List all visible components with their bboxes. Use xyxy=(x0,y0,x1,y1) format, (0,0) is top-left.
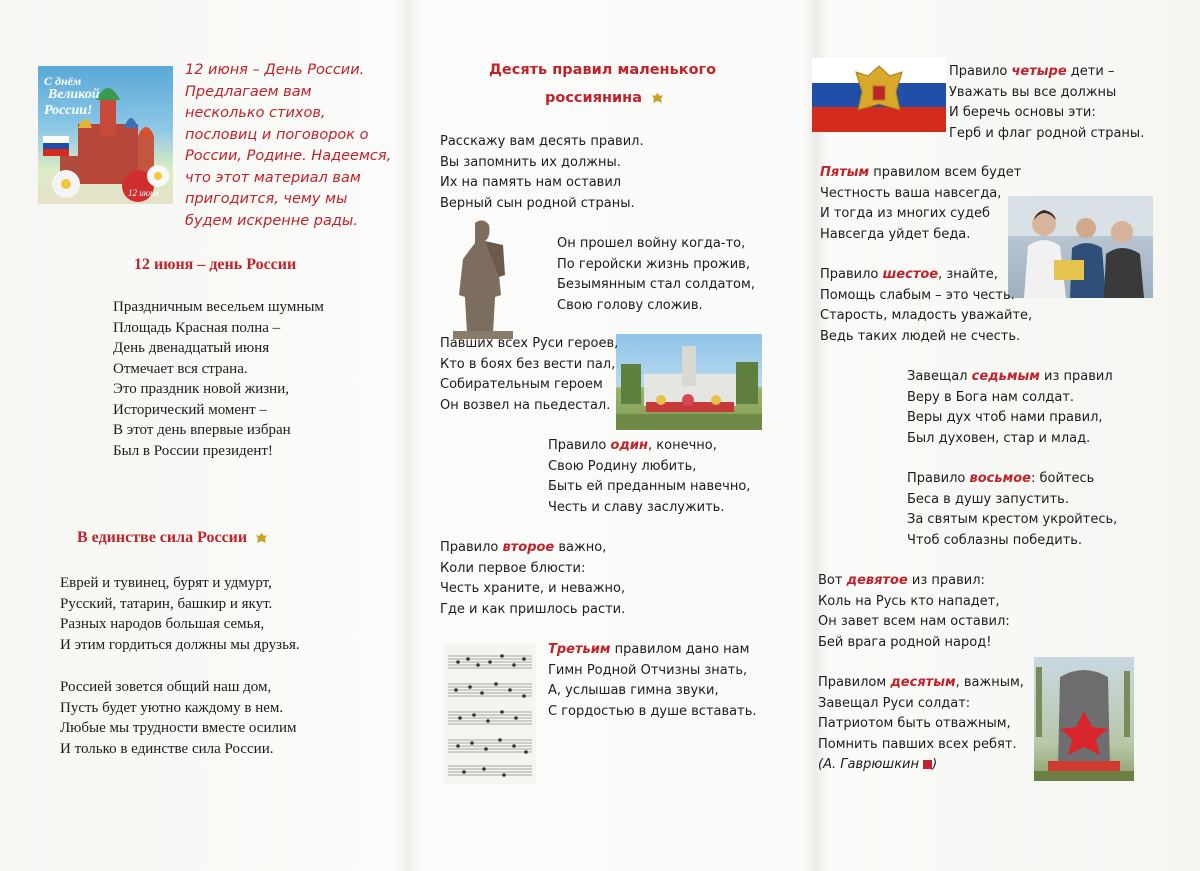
rule-eight: Правило восьмое: бойтесь Беса в душу запустить. За святым крестом укройтесь, Чтоб соблазны победить. xyxy=(907,471,1118,548)
soldier-statue xyxy=(445,215,520,340)
rules-title-line2: россиянина xyxy=(545,90,664,106)
coat-of-arms-icon xyxy=(651,92,664,105)
flag-with-coat-of-arms xyxy=(812,58,946,132)
soldier-monument-image xyxy=(445,215,520,340)
war-memorial-photo xyxy=(1034,657,1134,781)
russia-day-card-image xyxy=(38,66,173,204)
rule-seven: Завещал седьмым из правил Веру в Бога нам солдат. Веры дух чтоб нами правил, Был духовен, стар и млад. xyxy=(907,369,1113,446)
card-greeting-line2: Великой xyxy=(48,87,100,102)
russian-flag-emblem-image xyxy=(812,58,946,132)
rule-four: Правило четыре дети – Уважать вы все должны И беречь основы эти: Герб и флаг родной страны. xyxy=(949,64,1145,141)
card-date: 12 июня xyxy=(128,188,159,198)
rules-intro-stanza: Расскажу вам десять правил. Вы запомнить их должны. Их на память нам оставил Верный сын родной страны. xyxy=(440,134,644,211)
coat-of-arms-icon xyxy=(255,532,268,545)
intro-text: 12 июня – День России. Предлагаем вам несколько стихов, пословиц и поговорок о России, Родине. Надеемся, что этот материал вам пригодится, чему мы будем искренне рады. xyxy=(185,62,392,229)
memorial-image xyxy=(616,334,762,430)
poem2-title: В единстве сила России xyxy=(77,529,268,547)
sheet-music xyxy=(444,644,536,784)
card-greeting-line3: России! xyxy=(44,103,93,118)
rules-title-line1: Десять правил маленького xyxy=(489,62,717,78)
card-greeting-line1: С днём xyxy=(44,74,82,88)
rule-five: Пятым правилом всем будет Честность ваша навсегда, И тогда из многих судеб Навсегда уйдет беда. xyxy=(820,165,1022,242)
rule-two: Правило второе важно, Коли первое блюсти: Честь храните, и неважно, Где и как пришлось расти. xyxy=(440,540,626,617)
poem1-title: 12 июня – день России xyxy=(134,256,297,273)
rules-soldier-stanza: Он прошел войну когда-то, По геройски жизнь прожив, Безымянным стал солдатом, Свою голову сложив. xyxy=(557,236,755,313)
rule-nine: Вот девятое из правил: Коль на Русь кто нападет, Он завет всем нам оставил: Бей врага родной народ! xyxy=(818,573,1010,650)
rule-three: Третьим правилом дано нам Гимн Родной Отчизны знать, А, услышав гимна звуки, С гордостью в душе вставать. xyxy=(548,642,757,719)
poem1-text: Праздничным весельем шумным Площадь Красная полна – День двенадцатый июня Отмечает вся страна. Это праздник новой жизни, Исторический момент – В этот день впервые избран Был в России президент! xyxy=(113,299,324,459)
anthem-sheet-music-image xyxy=(444,644,536,784)
rules-heroes-stanza: Павших всех Руси героев, Кто в боях без вести пал, Собирательным героем Он возвел на пьедестал. xyxy=(440,336,619,413)
poem2-stanza2: Россией зовется общий наш дом, Пусть будет уютно каждому в нем. Любые мы трудности вместе осилим И только в единстве сила России. xyxy=(60,679,297,757)
memorial-stone xyxy=(1034,657,1134,781)
rule-one: Правило один, конечно, Свою Родину любить, Быть ей преданным навечно, Честь и славу заслужить. xyxy=(548,438,751,515)
rule-ten: Правилом десятым, важным, Завещал Руси солдат: Патриотом быть отважным, Помнить павших всех ребят. (А. Гаврюшкин ) xyxy=(818,675,1024,772)
rule-six: Правило шестое, знайте, Помощь слабым – это честь. Старость, младость уважайте, Ведь таких людей не счесть. xyxy=(820,267,1033,344)
end-square-icon xyxy=(923,760,932,769)
poem2-stanza1: Еврей и тувинец, бурят и удмурт, Русский, татарин, башкир и якут. Разных народов большая семья, И этим гордиться должны мы друзья. xyxy=(60,575,300,653)
poem-author: (А. Гаврюшкин xyxy=(818,757,919,772)
memorial-scene xyxy=(616,334,762,430)
